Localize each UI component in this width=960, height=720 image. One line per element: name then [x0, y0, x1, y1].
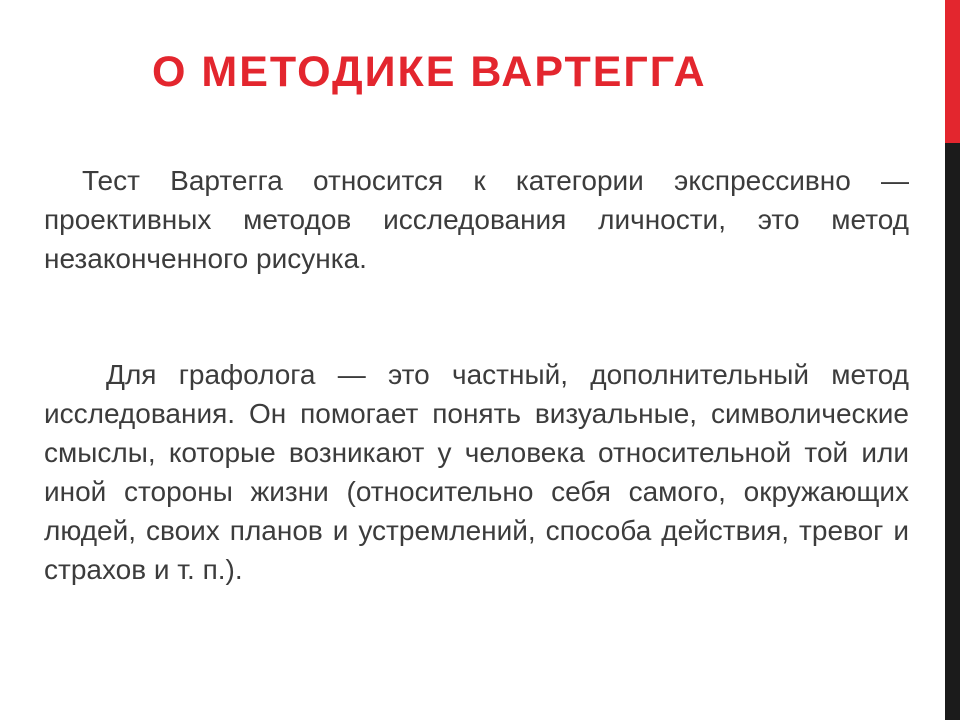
slide-body: [44, 161, 909, 589]
body-paragraph-1: Тест Вартегга относится к категории экспрессивно — проективных методов исследования личности, это метод незаконченного рисунка.: [44, 165, 909, 274]
accent-bar-red: [945, 0, 960, 143]
slide-title: О МЕТОДИКЕ ВАРТЕГГА: [152, 48, 707, 96]
accent-bar-dark: [945, 143, 960, 720]
body-paragraph-2: Для графолога — это частный, дополнительный метод исследования. Он помогает понять визуальные, символические смыслы, которые возникают у человека относительной той или иной стороны жизни (относительно себя самого, окружающих людей, своих планов и устремлений, способа действия, тревог и страхов и т. п.).: [44, 359, 909, 585]
